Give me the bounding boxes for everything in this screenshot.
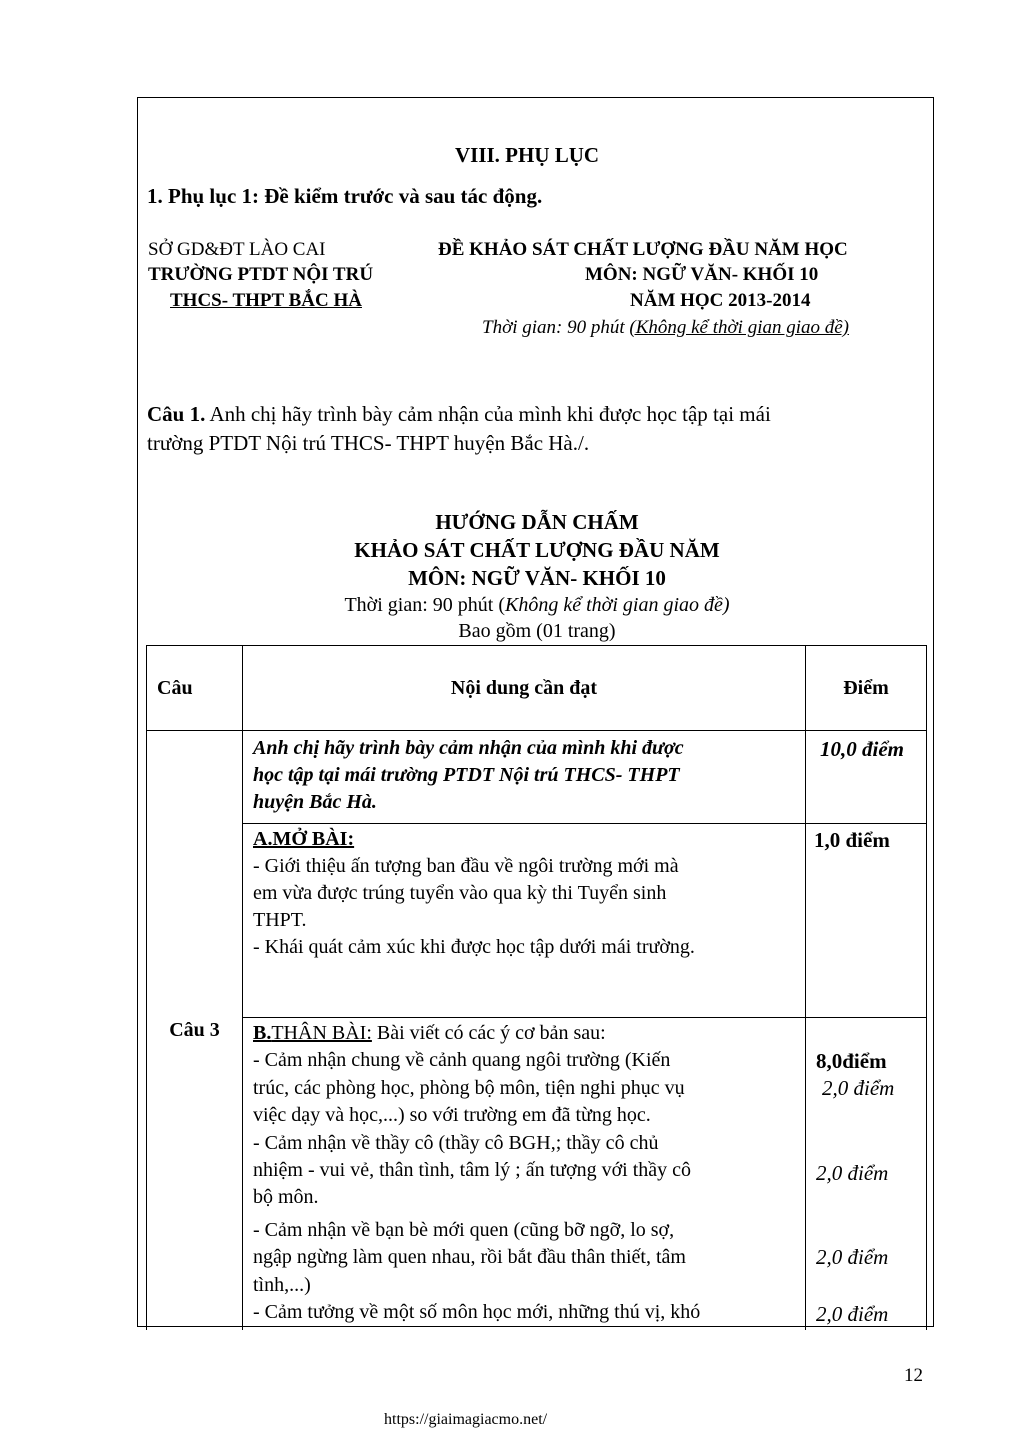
body-line: tình,...) <box>253 1273 311 1296</box>
guide-time-note: Không kể thời gian giao đề) <box>505 594 730 616</box>
body-line: ngập ngừng làm quen nhau, rồi bắt đầu thân thiết, tâm <box>253 1246 686 1269</box>
body-line: - Cảm nhận chung về cảnh quang ngôi trường (Kiến <box>253 1049 671 1072</box>
body-heading-tail: Bài viết có các ý cơ bản sau: <box>371 1022 606 1044</box>
intro-line: THPT. <box>253 909 307 931</box>
question-label: Câu 1. <box>147 402 206 426</box>
header-school-level-text: THCS- THPT BẮC HÀ <box>170 290 362 311</box>
row-intro-score-cell <box>806 824 927 1018</box>
question-cell <box>147 731 243 1331</box>
row-intro-cell <box>243 824 806 1018</box>
row-body-score-cell <box>806 1018 927 1331</box>
question-text-1: Anh chị hãy trình bày cảm nhận của mình khi được học tập tại mái <box>205 402 771 426</box>
body-score-total: 8,0điểm <box>816 1049 887 1073</box>
header-question: Câu <box>157 676 193 699</box>
table-row <box>147 1018 927 1331</box>
row-topic-cell <box>243 731 806 824</box>
intro-line: - Giới thiệu ấn tượng ban đầu về ngôi trường mới mà <box>253 855 679 877</box>
header-cell-content <box>243 646 806 731</box>
body-line: - Cảm nhận về thầy cô (thầy cô BGH,; thầy cô chủ <box>253 1131 659 1154</box>
question-text-2: trường PTDT Nội trú THCS- THPT huyện Bắc Hà./. <box>147 431 590 455</box>
exam-subject: MÔN: NGỮ VĂN- KHỐI 10 <box>585 264 819 285</box>
section-title: VIII. PHỤ LỤC <box>455 143 600 167</box>
exam-title: ĐỀ KHẢO SÁT CHẤT LƯỢNG ĐẦU NĂM HỌC <box>438 239 848 260</box>
row-body-cell <box>243 1018 806 1331</box>
row-topic-score-cell <box>806 731 927 824</box>
topic-line: học tập tại mái trường PTDT Nội trú THCS- THPT <box>253 764 680 786</box>
header-cell-question <box>147 646 243 731</box>
body-score: 2,0 điểm <box>816 1245 889 1269</box>
body-score: 2,0 điểm <box>816 1302 889 1326</box>
header-cell-score <box>806 646 927 731</box>
row-body-scores <box>806 1018 926 1326</box>
body-score: 2,0 điểm <box>822 1076 895 1100</box>
body-line: - Cảm nhận về bạn bè mới quen (cũng bỡ ngỡ, lo sợ, <box>253 1218 675 1241</box>
row-intro-score: 1,0 điểm <box>814 828 890 852</box>
header-school-level <box>170 290 362 312</box>
body-line: - Cảm tưởng về một số môn học mới, những thú vị, khó <box>253 1301 701 1324</box>
body-heading-b: B. <box>253 1022 272 1044</box>
guide-title-1: HƯỚNG DẪN CHẤM <box>435 510 639 534</box>
intro-line: em vừa được trúng tuyển vào qua kỳ thi Tuyển sinh <box>253 882 667 904</box>
header-content: Nội dung cần đạt <box>450 676 598 699</box>
body-line: việc dạy và học,...) so với trường em đã từng học. <box>253 1104 651 1127</box>
body-heading-rest: THÂN BÀI: <box>271 1022 372 1044</box>
body-line: bộ môn. <box>253 1186 319 1209</box>
page-number: 12 <box>904 1365 923 1386</box>
body-line: trúc, các phòng học, phòng bộ môn, tiện nghi phục vụ <box>253 1076 685 1099</box>
exam-time-note: (Không kể thời gian giao đề) <box>629 317 850 338</box>
body-score: 2,0 điểm <box>816 1161 889 1185</box>
guide-title-2: KHẢO SÁT CHẤT LƯỢNG ĐẦU NĂM <box>354 538 720 562</box>
header-department: SỞ GD&ĐT LÀO CAI <box>148 239 326 260</box>
table-row <box>147 824 927 1018</box>
appendix-heading: 1. Phụ lục 1: Đề kiểm trước và sau tác động. <box>147 184 543 208</box>
row-topic-score: 10,0 điểm <box>820 737 904 761</box>
intro-heading: A.MỞ BÀI: <box>253 828 355 850</box>
row-intro <box>243 824 805 965</box>
topic-line: Anh chị hãy trình bày cảm nhận của mình khi được <box>253 737 684 759</box>
guide-pages: Bao gồm (01 trang) <box>458 620 616 642</box>
question-number: Câu 3 <box>169 1019 220 1042</box>
row-body <box>243 1018 805 1330</box>
body-heading <box>253 1020 795 1047</box>
header-score: Điểm <box>843 676 889 699</box>
question-1 <box>147 400 771 458</box>
body-line: nhiệm - vui vẻ, thân tình, tâm lý ; ấn tượng với thầy cô <box>253 1159 692 1182</box>
rubric-table <box>146 645 927 1330</box>
row-topic <box>243 731 805 820</box>
exam-time-prefix: Thời gian: 90 phút <box>482 317 630 338</box>
exam-year: NĂM HỌC 2013-2014 <box>630 290 811 311</box>
guide-time <box>300 594 774 617</box>
guide-time-prefix: Thời gian: 90 phút ( <box>344 594 506 616</box>
topic-line: huyện Bắc Hà. <box>253 791 377 813</box>
footer-url[interactable]: https://giaimagiacmo.net/ <box>384 1411 548 1428</box>
guide-title-3: MÔN: NGỮ VĂN- KHỐI 10 <box>408 566 666 590</box>
table-header-row <box>147 646 927 731</box>
table-row <box>147 731 927 824</box>
exam-time <box>482 317 849 339</box>
intro-line: - Khái quát cảm xúc khi được học tập dưới mái trường. <box>253 936 695 958</box>
header-school: TRƯỜNG PTDT NỘI TRÚ <box>148 264 374 285</box>
